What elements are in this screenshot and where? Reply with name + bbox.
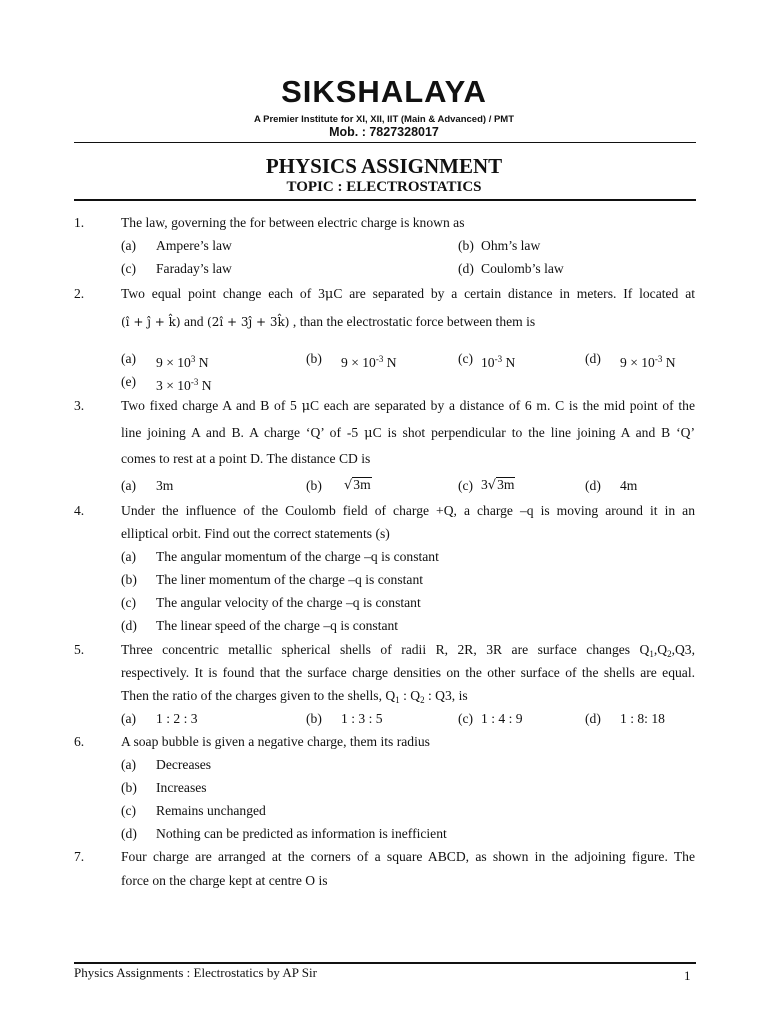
- institute-name: SIKSHALAYA: [281, 74, 487, 109]
- option-text: The angular momentum of the charge –q is constant: [156, 549, 439, 564]
- question-number: 6.: [74, 734, 85, 749]
- footer-text: Physics Assignments : Electrostatics by AP Sir: [74, 965, 317, 980]
- question-text: force on the charge kept at centre O is: [121, 873, 328, 888]
- page-number: 1: [684, 968, 691, 983]
- option-label: (c): [121, 261, 137, 276]
- question-text: respectively. It is found that the surface charge densities on the other surface of the shells are equal.: [121, 665, 695, 680]
- question-text: Two fixed charge A and B of 5 μC each are separated by a distance of 6 m. C is the mid point of the: [121, 398, 696, 414]
- question-number: 7.: [74, 849, 85, 864]
- position-vector-1: (î + ĵ + k̂): [121, 315, 181, 329]
- option-label: (c): [458, 711, 474, 726]
- option-label: (c): [458, 478, 474, 493]
- option-text: √3m: [344, 477, 371, 493]
- question-text: comes to rest at a point D. The distance CD is: [121, 451, 371, 466]
- assignment-topic: TOPIC : ELECTROSTATICS: [286, 179, 482, 195]
- option-label: (b): [458, 238, 474, 253]
- question-text: line joining A and B. A charge ‘Q’ of -5 μC is shot perpendicular to the line joining A and B ‘Q’: [121, 425, 695, 441]
- option-text: The liner momentum of the charge –q is constant: [156, 572, 424, 587]
- question-text: Then the ratio of the charges given to the shells, $Q_1$ : $Q_2$ : Q3, is: [121, 688, 468, 705]
- option-text: Faraday’s law: [156, 261, 232, 276]
- question-number: 4.: [74, 503, 85, 518]
- question-text: Four charge are arranged at the corners of a square ABCD, as shown in the adjoining figure. The: [121, 849, 695, 864]
- question-number: 3.: [74, 398, 85, 413]
- option-label: (d): [585, 351, 601, 366]
- option-label: (c): [121, 803, 137, 818]
- assignment-title: PHYSICS ASSIGNMENT: [265, 154, 503, 178]
- mobile-number: Mob. : 7827328017: [329, 125, 439, 139]
- option-text: 1 : 2 : 3: [156, 711, 198, 726]
- option-label: (d): [458, 261, 474, 276]
- option-label: (d): [585, 478, 601, 493]
- option-text: Decreases: [156, 757, 212, 772]
- question-number: 1.: [74, 215, 85, 230]
- option-text: The linear speed of the charge –q is constant: [156, 618, 399, 633]
- question-number: 5.: [74, 642, 85, 657]
- option-label: (a): [121, 351, 137, 366]
- question-text: elliptical orbit. Find out the correct statements (s): [121, 526, 390, 541]
- option-text: Remains unchanged: [156, 803, 266, 818]
- option-label: (b): [121, 780, 137, 795]
- option-text: $9 \times 10^3$ N: [156, 354, 209, 370]
- option-text: Coulomb’s law: [481, 261, 564, 276]
- option-text: $9 \times 10^{-3}$ N: [341, 354, 397, 370]
- title-rule: [74, 199, 696, 201]
- option-label: (b): [306, 351, 322, 366]
- option-text: 3√3m: [481, 477, 515, 493]
- option-text: Ohm’s law: [481, 238, 541, 253]
- option-label: (b): [306, 478, 322, 493]
- footer-rule: [74, 962, 696, 964]
- option-text: 4m: [620, 478, 638, 493]
- option-label: (c): [121, 595, 137, 610]
- option-label: (b): [306, 711, 322, 726]
- question-text: Two equal point change each of 3μC are separated by a certain distance in meters. If located at: [121, 286, 696, 302]
- question-number: 2.: [74, 286, 85, 301]
- question-text: Three concentric metallic spherical shells of radii R, 2R, 3R are surface changes $Q_1,Q_2,Q3$,: [121, 642, 695, 659]
- question-text: Under the influence of the Coulomb field of charge +Q, a charge –q is moving around it in an: [121, 503, 695, 518]
- option-text: Increases: [156, 780, 207, 795]
- option-label: (d): [585, 711, 601, 726]
- option-label: (a): [121, 711, 137, 726]
- option-text: $3 \times 10^{-3}$ N: [156, 377, 212, 393]
- question-text-vectors: (î + ĵ + k̂) and (2î + 3ĵ + 3k̂) , than the electrostatic force between them is: [121, 314, 536, 329]
- institute-tagline: A Premier Institute for XI, XII, IIT (Main & Advanced) / PMT: [253, 114, 515, 125]
- position-vector-2: (2î + 3ĵ + 3k̂): [207, 315, 290, 329]
- option-text: $10^{-3}$ N: [481, 354, 516, 370]
- question-text: A soap bubble is given a negative charge, them its radius: [121, 734, 430, 749]
- option-text: 1 : 4 : 9: [481, 711, 523, 726]
- option-text: 1 : 8: 18: [620, 711, 665, 726]
- option-text: Nothing can be predicted as information is inefficient: [156, 826, 447, 841]
- option-label: (c): [458, 351, 474, 366]
- option-text: Ampere’s law: [156, 238, 232, 253]
- option-label: (b): [121, 572, 137, 587]
- header-rule: [74, 142, 696, 143]
- option-label: (d): [121, 618, 137, 633]
- option-label: (a): [121, 238, 137, 253]
- option-label: (d): [121, 826, 137, 841]
- question-text: The law, governing the for between electric charge is known as: [121, 215, 465, 230]
- option-text: The angular velocity of the charge –q is constant: [156, 595, 421, 610]
- option-label: (a): [121, 549, 137, 564]
- option-text: 3m: [156, 478, 174, 493]
- option-label: (a): [121, 757, 137, 772]
- option-text: $9 \times 10^{-3}$ N: [620, 354, 676, 370]
- option-text: 1 : 3 : 5: [341, 711, 383, 726]
- option-label: (a): [121, 478, 137, 493]
- option-label: (e): [121, 374, 137, 389]
